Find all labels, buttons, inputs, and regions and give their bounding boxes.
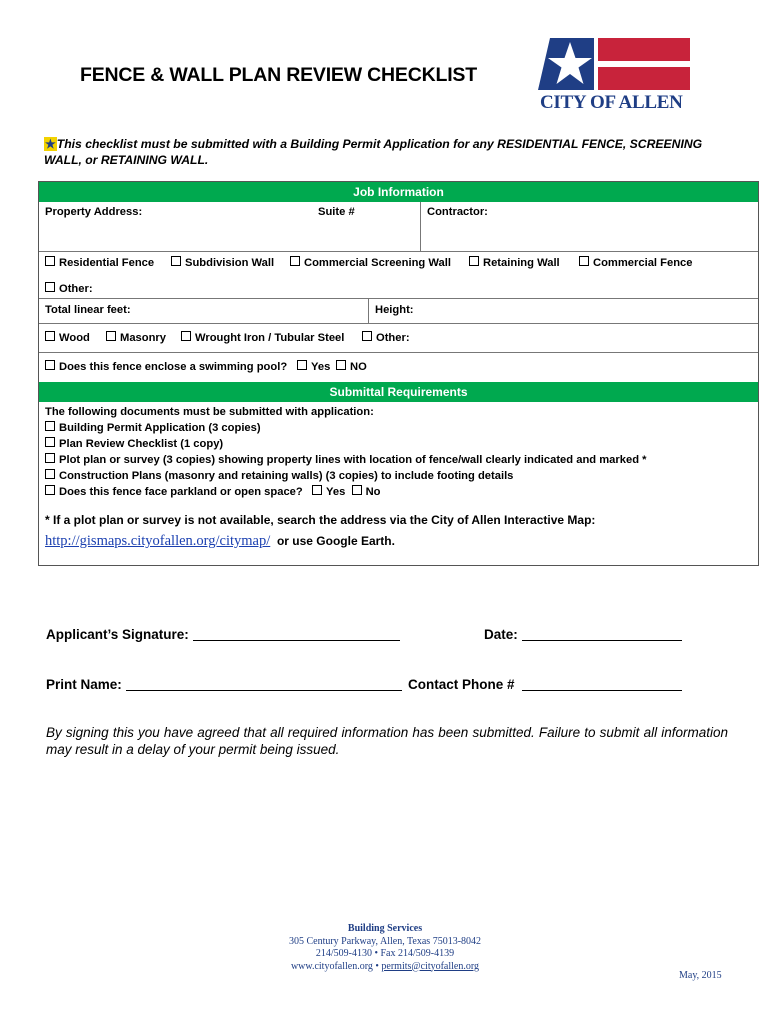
email-link[interactable]: permits@cityofallen.org: [381, 960, 480, 972]
question-label: Does this fence enclose a swimming pool?: [59, 361, 288, 373]
requirement-item[interactable]: [45, 420, 647, 436]
department-name: Building Services: [347, 923, 423, 934]
option-label: Wrought Iron / Tubular Steel: [195, 332, 345, 344]
suite-label: Suite #: [318, 206, 355, 218]
question-label: Does this fence face parkland or open space?: [59, 486, 303, 498]
checkbox[interactable]: [45, 485, 55, 495]
option-label: Retaining Wall: [483, 257, 560, 269]
requirement-item[interactable]: [45, 452, 647, 468]
print-name-field[interactable]: [126, 678, 402, 691]
wrought-iron-option[interactable]: [181, 331, 344, 344]
divider: [39, 251, 758, 252]
website-link[interactable]: www.cityofallen.org: [290, 960, 373, 972]
option-label: Other:: [376, 332, 410, 344]
footer-phone: 214/509-4130 • Fax 214/509-4139: [315, 948, 455, 959]
other-type-option[interactable]: [45, 282, 93, 295]
checklist-form: [38, 181, 759, 566]
subdivision-wall-option[interactable]: [171, 256, 274, 269]
agreement-text: By signing this you have agreed that all required information has been submitted. Failure to submit all information may result in a delay of your permit being issued.: [46, 725, 728, 757]
contact-phone-line[interactable]: [408, 677, 682, 692]
checkbox[interactable]: [181, 331, 191, 341]
applicant-signature-label: Applicant’s Signature:: [46, 627, 189, 642]
requirement-label: Plot plan or survey (3 copies) showing property lines with location of fence/wall clearly indicated and marked *: [59, 454, 647, 466]
requirement-item[interactable]: [45, 468, 647, 484]
date-label: Date:: [484, 627, 518, 642]
logo-text: CITY OF ALLEN: [540, 92, 683, 113]
requirements-intro: The following documents must be submitted with application:: [45, 406, 374, 418]
job-information-heading: Job Information: [39, 182, 758, 202]
divider: [39, 298, 758, 299]
checkbox[interactable]: [336, 360, 346, 370]
parkland-no-checkbox[interactable]: [352, 485, 362, 495]
checkbox[interactable]: [45, 421, 55, 431]
option-label: No: [365, 486, 381, 498]
pool-yes-option[interactable]: [297, 360, 330, 373]
option-label: Commercial Fence: [593, 257, 693, 269]
date-line[interactable]: [484, 627, 682, 642]
flag-star-icon: [536, 36, 692, 92]
submission-notice: [44, 136, 734, 168]
divider: [420, 202, 421, 251]
height-label: Height:: [375, 304, 414, 316]
notice-text: This checklist must be submitted with a Building Permit Application for any RESIDENTIAL FENCE, SCREENING WALL, or RETAINING WALL.: [44, 137, 703, 167]
checkbox[interactable]: [45, 453, 55, 463]
masonry-option[interactable]: [106, 331, 166, 344]
map-note: * If a plot plan or survey is not available, search the address via the City of Allen Interactive Map:: [45, 513, 596, 527]
divider: [39, 323, 758, 324]
commercial-fence-option[interactable]: [579, 256, 693, 269]
option-label: Residential Fence: [59, 257, 155, 269]
divider: [39, 352, 758, 353]
checkbox[interactable]: [45, 256, 55, 266]
option-label: NO: [350, 361, 367, 373]
applicant-signature-line[interactable]: [46, 627, 400, 642]
checkbox[interactable]: [45, 437, 55, 447]
footer-contact: [200, 961, 570, 974]
signature-field[interactable]: [193, 628, 400, 641]
checkbox[interactable]: [297, 360, 307, 370]
checkbox[interactable]: [45, 331, 55, 341]
property-address-label: Property Address:: [45, 206, 143, 218]
checkbox[interactable]: [45, 282, 55, 292]
revision-date: May, 2015: [679, 970, 722, 981]
pool-question: [45, 360, 287, 373]
residential-fence-option[interactable]: [45, 256, 154, 269]
parkland-item: [45, 484, 647, 500]
map-suffix: or use Google Earth.: [276, 534, 395, 548]
separator: •: [372, 960, 382, 972]
checkbox[interactable]: [579, 256, 589, 266]
date-field[interactable]: [522, 628, 682, 641]
requirements-list: [45, 404, 647, 500]
interactive-map-link[interactable]: http://gismaps.cityofallen.org/citymap/: [45, 533, 271, 549]
pool-no-option[interactable]: [336, 360, 367, 373]
submittal-requirements-heading: Submittal Requirements: [39, 382, 758, 402]
linear-feet-label: Total linear feet:: [45, 304, 131, 316]
checkbox[interactable]: [45, 469, 55, 479]
checkbox[interactable]: [106, 331, 116, 341]
checkbox[interactable]: [469, 256, 479, 266]
checkbox[interactable]: [362, 331, 372, 341]
contact-phone-label: Contact Phone #: [408, 677, 515, 692]
divider: [368, 298, 369, 323]
map-link-line: [45, 533, 395, 550]
footer: [200, 923, 570, 973]
other-material-option[interactable]: [362, 331, 410, 344]
commercial-screening-wall-option[interactable]: [290, 256, 451, 269]
footer-address: 305 Century Parkway, Allen, Texas 75013-8042: [288, 935, 482, 947]
page-title: FENCE & WALL PLAN REVIEW CHECKLIST: [80, 64, 477, 86]
option-label: Yes: [311, 361, 331, 373]
requirement-label: Building Permit Application (3 copies): [59, 422, 261, 434]
contractor-label: Contractor:: [427, 206, 488, 218]
requirement-label: Construction Plans (masonry and retaining walls) (3 copies) to include footing details: [59, 470, 514, 482]
requirement-item[interactable]: [45, 436, 647, 452]
option-label: Yes: [326, 486, 346, 498]
print-name-line[interactable]: [46, 677, 402, 692]
checkbox[interactable]: [171, 256, 181, 266]
option-label: Other:: [59, 283, 93, 295]
retaining-wall-option[interactable]: [469, 256, 560, 269]
star-icon: ★: [45, 137, 56, 151]
option-label: Wood: [59, 332, 90, 344]
option-label: Subdivision Wall: [185, 257, 275, 269]
contact-phone-field[interactable]: [522, 678, 682, 691]
option-label: Masonry: [120, 332, 167, 344]
checkbox[interactable]: [290, 256, 300, 266]
print-name-label: Print Name:: [46, 677, 122, 692]
requirement-label: Plan Review Checklist (1 copy): [59, 438, 224, 450]
checkbox[interactable]: [45, 360, 55, 370]
option-label: Commercial Screening Wall: [304, 257, 451, 269]
city-of-allen-logo: [536, 36, 692, 116]
wood-option[interactable]: [45, 331, 90, 344]
parkland-yes-checkbox[interactable]: [312, 485, 322, 495]
